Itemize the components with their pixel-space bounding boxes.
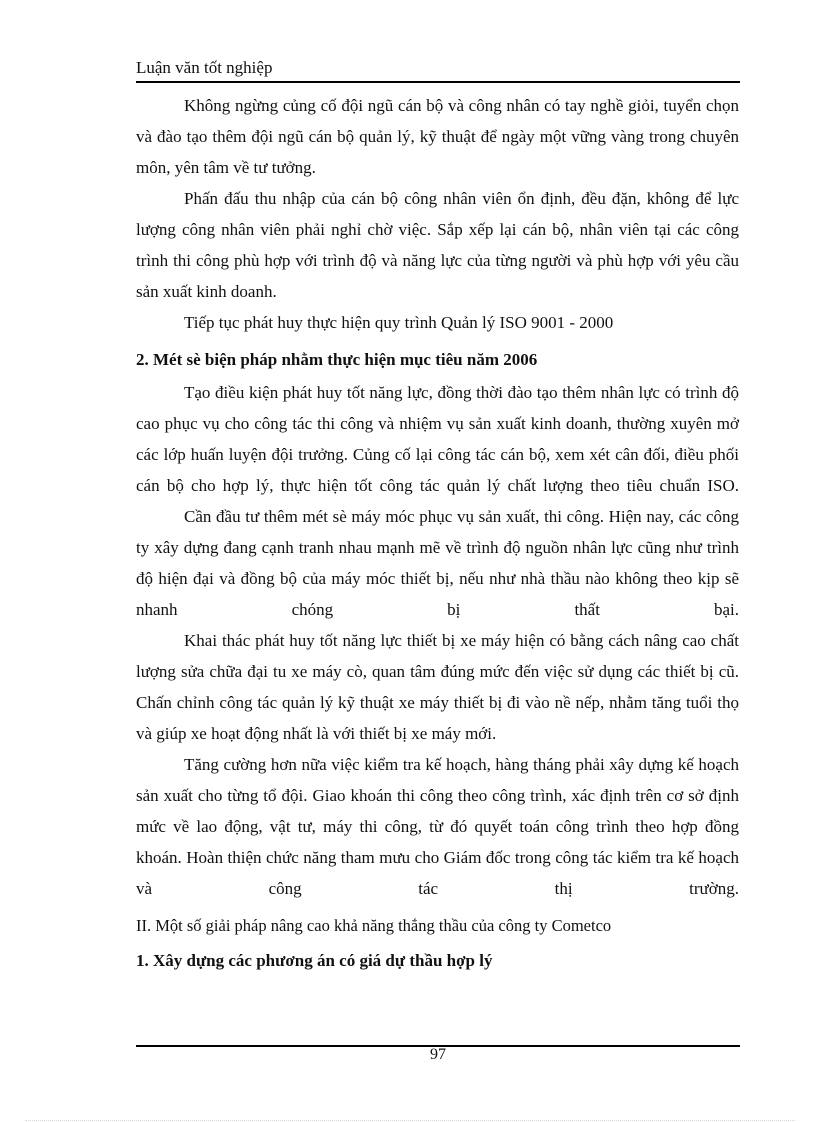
page-body	[136, 90, 739, 976]
paragraph: Phấn đấu thu nhập của cán bộ công nhân viên ổn định, đều đặn, không để lực lượng công nhân viên phải nghỉ chờ việc. Sắp xếp lại cán bộ, nhân viên tại các công trình thi công phù hợp với trình độ và năng lực của từng người và phù hợp với yêu cầu sản xuất kinh doanh.	[136, 189, 739, 301]
paragraph: Tăng cường hơn nữa việc kiểm tra kế hoạch, hàng tháng phải xây dựng kế hoạch sản xuất cho từng tổ đội. Giao khoán thi công theo công trình, xác định trên cơ sở định mức về lao động, vật tư, máy thi công, từ đó quyết toán công trình theo hợp đồng khoán. Hoàn thiện chức năng tham mưu cho Giám đốc trong công tác kiểm tra kế hoạch và công tác thị trường.	[136, 755, 739, 898]
section-heading: 2. Mét sè biện pháp nhằm thực hiện mục tiêu năm 2006	[136, 350, 538, 369]
chapter-section-title: II. Một số giải pháp nâng cao khả năng thắng thầu của công ty Cometco	[136, 916, 612, 935]
page-number: 97	[430, 1046, 446, 1063]
subsection-heading: 1. Xây dựng các phương án có giá dự thầu hợp lý	[136, 951, 493, 970]
running-header: Luận văn tốt nghiệp	[136, 58, 740, 83]
paragraph: Cần đầu tư thêm mét sè máy móc phục vụ sản xuất, thi công. Hiện nay, các công ty xây dựng đang cạnh tranh nhau mạnh mẽ về trình độ nguồn nhân lực cũng như trình độ hiện đại và đồng bộ của máy móc thiết bị, nếu như nhà thầu nào không theo kịp sẽ nhanh chóng bị thất bại.	[136, 507, 739, 619]
paragraph: Tiếp tục phát huy thực hiện quy trình Quản lý ISO 9001 - 2000	[184, 313, 614, 332]
paragraph: Không ngừng củng cố đội ngũ cán bộ và công nhân có tay nghề giỏi, tuyển chọn và đào tạo thêm đội ngũ cán bộ quản lý, kỹ thuật để ngày một vững vàng trong chuyên môn, yên tâm về tư tưởng.	[136, 96, 739, 177]
paragraph: Tạo điều kiện phát huy tốt năng lực, đồng thời đào tạo thêm nhân lực có trình độ cao phục vụ cho công tác thi công và nhiệm vụ sản xuất kinh doanh, thường xuyên mở các lớp huấn luyện đội trưởng. Củng cố lại công tác cán bộ, xem xét cân đối, điều phối cán bộ cho hợp lý, thực hiện tốt công tác quản lý chất lượng theo tiêu chuẩn ISO.	[136, 383, 739, 495]
paragraph: Khai thác phát huy tốt năng lực thiết bị xe máy hiện có bằng cách nâng cao chất lượng sửa chữa đại tu xe máy cò, quan tâm đúng mức đến việc sử dụng các thiết bị cũ. Chấn chỉnh công tác quản lý kỹ thuật xe máy thiết bị đi vào nề nếp, nhằm tăng tuổi thọ và giúp xe hoạt động nhất là với thiết bị xe máy mới.	[136, 631, 739, 743]
page-edge-divider	[25, 1120, 795, 1121]
